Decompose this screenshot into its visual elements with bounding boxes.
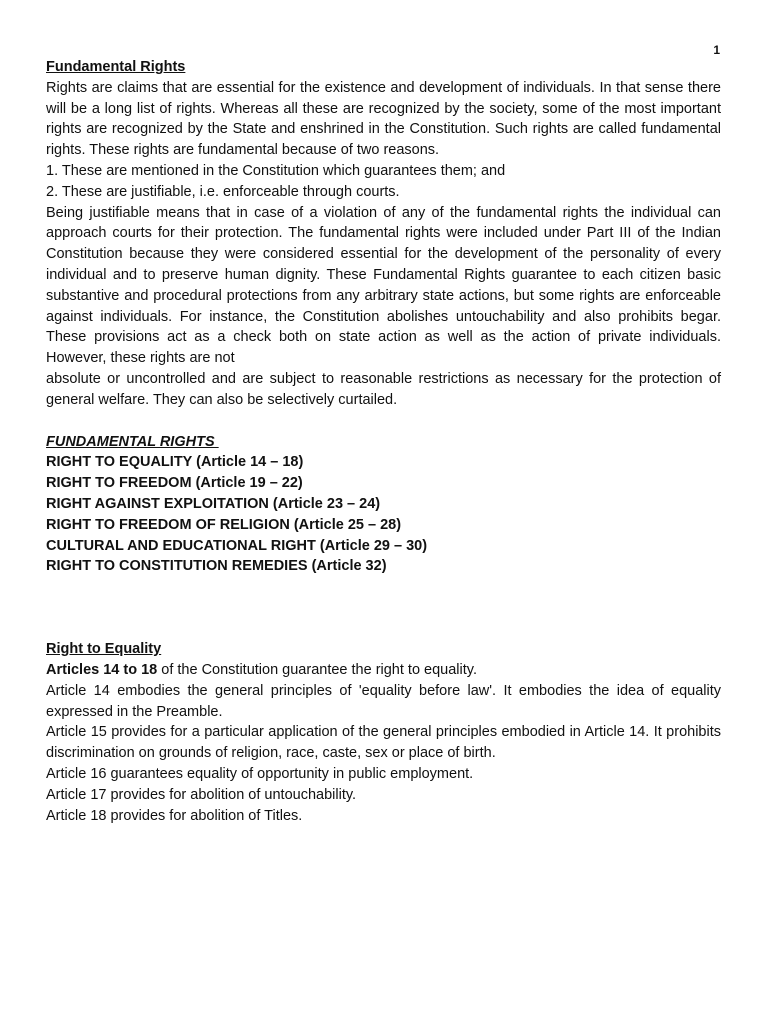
spacer [46,411,721,432]
reason-item-1: 1. These are mentioned in the Constitution which guarantees them; and [46,162,506,179]
intro-paragraph: Rights are claims that are essential for the existence and development of individuals. In that sense there will be a long list of rights. Whereas all these are recognized by the society, some of the most important rights are recognized by the State and enshrined in the Constitution. Such rights are called fundamental rights. These rights are fundamental because of two reasons. [46,79,721,159]
page-number: 1 [713,43,720,57]
restrictions-paragraph: absolute or uncontrolled and are subject to reasonable restrictions as necessary for the protection of general welfare. They can also be selectively curtailed. [46,370,721,408]
rights-list-item: CULTURAL AND EDUCATIONAL RIGHT (Article 29 – 30) [46,537,428,554]
equality-lead-rest: of the Constitution guarantee the right to equality. [157,661,477,678]
article-14-text: Article 14 embodies the general principles of 'equality before law'. It embodies the idea of equality expressed in the Preamble. [46,682,721,720]
document-body [46,57,721,826]
rights-list-heading-text: FUNDAMENTAL RIGHTS [46,433,219,450]
article-15-text: Article 15 provides for a particular application of the general principles embodied in Article 14. It prohibits discrimination on grounds of religion, race, caste, sex or place of birth. [46,724,721,762]
equality-lead-bold: Articles 14 to 18 [46,661,158,678]
rights-list-item: RIGHT TO FREEDOM OF RELIGION (Article 25 – 28) [46,516,402,533]
section-heading-right-to-equality: Right to Equality [46,641,162,658]
equality-lead [46,660,721,681]
article-16-text: Article 16 guarantees equality of opportunity in public employment. [46,765,474,782]
article-17-text: Article 17 provides for abolition of untouchability. [46,786,357,803]
rights-list-item: RIGHT TO EQUALITY (Article 14 – 18) [46,454,304,471]
section-heading-fundamental-rights: Fundamental Rights [46,59,186,75]
rights-list-item: RIGHT TO CONSTITUTION REMEDIES (Article 32) [46,558,387,575]
rights-list-item: RIGHT TO FREEDOM (Article 19 – 22) [46,475,303,492]
justifiable-paragraph: Being justifiable means that in case of a violation of any of the fundamental rights the individual can approach courts for their protection. The fundamental rights were included under Part III of the Indian Constitution because they were considered essential for the development of the personality of every individual and to preserve human dignity. These Fundamental Rights guarantee to each citizen basic substantive and procedural protections from any arbitrary state actions, but some rights are enforceable against individuals. For instance, the Constitution abolishes untouchability and also prohibits begar. These provisions act as a check both on state action as well as the action of private individuals. However, these rights are not [46,204,721,367]
spacer [46,577,721,639]
rights-list-heading [46,432,721,453]
reason-item-2: 2. These are justifiable, i.e. enforceable through courts. [46,183,400,200]
rights-list-item: RIGHT AGAINST EXPLOITATION (Article 23 – 24) [46,495,381,512]
article-18-text: Article 18 provides for abolition of Titles. [46,807,303,824]
